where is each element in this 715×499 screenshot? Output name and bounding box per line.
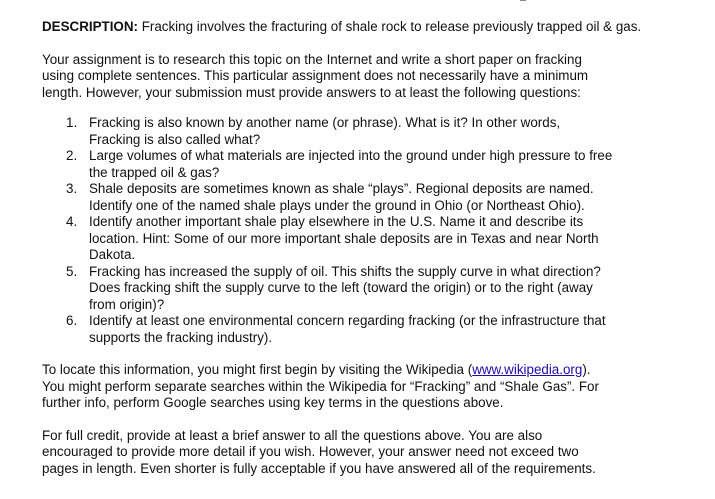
question-number: 1. — [66, 115, 78, 130]
question-line: Fracking is also known by another name (or phrase). What is it? In other words, — [89, 115, 561, 130]
locate-text: You might perform separate searches within the Wikipedia for “Fracking” and “Shale Gas”. For — [42, 378, 599, 394]
question-item — [42, 115, 682, 148]
question-line: the trapped oil & gas? — [89, 164, 220, 180]
locate-text: To locate this information, you might first begin by visiting the Wikipedia ( — [42, 362, 473, 377]
credit-line: encouraged to provide more detail if you wish. However, your answer need not exceed two — [42, 444, 579, 459]
question-line: Fracking is also called what? — [89, 131, 261, 147]
question-number: 3. — [66, 181, 78, 196]
document-page — [42, 12, 682, 477]
assignment-paragraph — [42, 52, 682, 102]
credit-paragraph — [42, 428, 682, 478]
question-item — [42, 148, 682, 181]
assignment-line: length. However, your submission must provide answers to at least the following questions: — [42, 84, 581, 100]
description-paragraph — [42, 19, 682, 36]
question-line: from origin)? — [89, 296, 165, 312]
question-line: supports the fracking industry). — [89, 329, 273, 345]
question-line: Fracking has increased the supply of oil. This shifts the supply curve in what direction? — [89, 263, 601, 279]
question-item — [42, 313, 682, 346]
locate-text: ). — [582, 362, 591, 377]
question-line: location. Hint: Some of our more important shale deposits are in Texas and near North — [89, 230, 599, 246]
question-line: Large volumes of what materials are injected into the ground under high pressure to free — [89, 148, 613, 163]
description-text: Fracking involves the fracturing of shale rock to release previously trapped oil & gas. — [137, 19, 642, 34]
locate-paragraph — [42, 362, 682, 412]
question-line: Identify another important shale play elsewhere in the U.S. Name it and describe its — [89, 214, 584, 229]
questions-list — [42, 115, 682, 346]
question-line: Identify at least one environmental concern regarding fracking (or the infrastructure that — [89, 313, 606, 328]
question-item — [42, 181, 682, 214]
question-number: 5. — [66, 263, 78, 279]
question-item — [42, 214, 682, 264]
question-number: 4. — [66, 214, 78, 229]
assignment-line: using complete sentences. This particular assignment does not necessarily have a minimum — [42, 68, 589, 83]
locate-text: further info, perform Google searches using key terms in the questions above. — [42, 395, 504, 410]
question-item — [42, 264, 682, 314]
question-line: Dakota. — [89, 247, 136, 262]
question-line: Does fracking shift the supply curve to the left (toward the origin) or to the right (away — [89, 280, 593, 295]
question-number: 6. — [66, 313, 78, 328]
wikipedia-link[interactable]: www.wikipedia.org — [472, 362, 583, 377]
question-number: 2. — [66, 148, 78, 163]
credit-line: For full credit, provide at least a brief answer to all the questions above. You are also — [42, 427, 543, 443]
credit-line: pages in length. Even shorter is fully acceptable if you have answered all of the requirements. — [42, 460, 596, 476]
top-edge-mark — [520, 0, 526, 1]
page-top-edge — [0, 0, 715, 2]
question-line: Shale deposits are sometimes known as shale “plays”. Regional deposits are named. — [89, 181, 594, 196]
question-line: Identify one of the named shale plays under the ground in Ohio (or Northeast Ohio). — [89, 197, 585, 213]
description-label: DESCRIPTION: — [42, 19, 138, 34]
assignment-line: Your assignment is to research this topic on the Internet and write a short paper on fracking — [42, 51, 582, 67]
